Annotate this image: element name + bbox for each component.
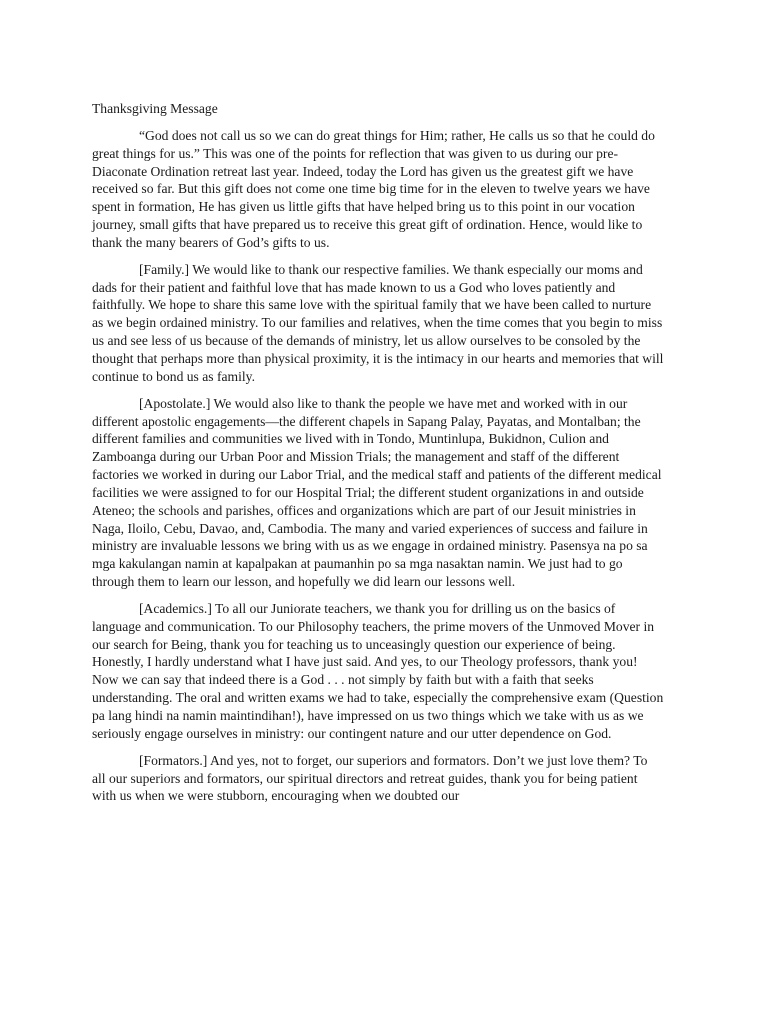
paragraph-apostolate <box>92 395 664 591</box>
section-label-apostolate: [Apostolate.] <box>139 395 211 411</box>
document-page <box>92 100 664 814</box>
paragraph-text: “God does not call us so we can do great things for Him; rather, He calls us so that he could do great things for us.” This was one of the points for reflection that was given to us during our pre-Diaconate Ordination retreat last year. Indeed, today the Lord has given us the greatest gift we have received so far. But this gift does not come one time big time for in the eleven to twelve years we have spent in formation, He has given us little gifts that have helped bring us to this point in our vocation journey, small gifts that have prepared us to receive this great gift of ordination. Hence, would like to thank the many bearers of God’s gifts to us. <box>92 127 655 250</box>
paragraph-family <box>92 261 664 386</box>
paragraph-text: We would like to thank our respective families. We thank especially our moms and dads for their patient and faithful love that has made known to us a God who loves patiently and faithfully. We hope to share this same love with the spiritual family that we have been called to nurture as we begin ordained ministry. To our families and relatives, when the time comes that you begin to miss us and see less of us because of the demands of ministry, let us allow ourselves to be consoled by the thought that perhaps more than physical proximity, it is the intimacy in our hearts and memories that will continue to bond us as family. <box>92 261 664 384</box>
document-title: Thanksgiving Message <box>92 101 218 116</box>
paragraph-text: We would also like to thank the people we have met and worked with in our different apostolic engagements—the different chapels in Sapang Palay, Payatas, and Montalban; the different families and communities we lived with in Tondo, Muntinlupa, Bukidnon, Culion and Zamboanga during our Urban Poor and Mission Trials; the management and staff of the different factories we worked in during our Labor Trial, and the medical staff and patients of the different medical facilities we were assigned to for our Hospital Trial; the different student organizations in and outside Ateneo; the schools and parishes, offices and organizations which are part of our Jesuit ministries in Naga, Iloilo, Cebu, Davao, and, Cambodia. The many and varied experiences of success and failure in ministry are invaluable lessons we bring with us as we engage in ordained ministry. Pasensya na po sa mga kakulangan namin at kapalpakan at paumanhin po sa mga nasaktan namin. We just had to go through them to learn our lesson, and hopefully we did learn our lessons well. <box>92 395 662 590</box>
paragraph-text: And yes, not to forget, our superiors and formators. Don’t we just love them? To all our superiors and formators, our spiritual directors and retreat guides, thank you for being patient with us when we were stubborn, encouraging when we doubted our <box>92 752 648 804</box>
section-label-formators: [Formators.] <box>139 752 208 768</box>
paragraph-intro <box>92 127 664 252</box>
paragraph-text: To all our Juniorate teachers, we thank you for drilling us on the basics of language and communication. To our Philosophy teachers, the prime movers of the Unmoved Mover in our search for Being, thank you for teaching us to unceasingly question our experience of being. Honestly, I hardly understand what I have just said. And yes, to our Theology professors, thank you! Now we can say that indeed there is a God . . . not simply by faith but with a faith that seeks understanding. The oral and written exams we had to take, especially the comprehensive exam (Question pa lang hindi na namin maintindihan!), have impressed on us two things which we take with us as we seriously engage ourselves in ministry: our contingent nature and our utter dependence on God. <box>92 600 664 741</box>
section-label-academics: [Academics.] <box>139 600 212 616</box>
section-label-family: [Family.] <box>139 261 190 277</box>
paragraph-formators <box>92 752 664 806</box>
paragraph-academics <box>92 600 664 743</box>
